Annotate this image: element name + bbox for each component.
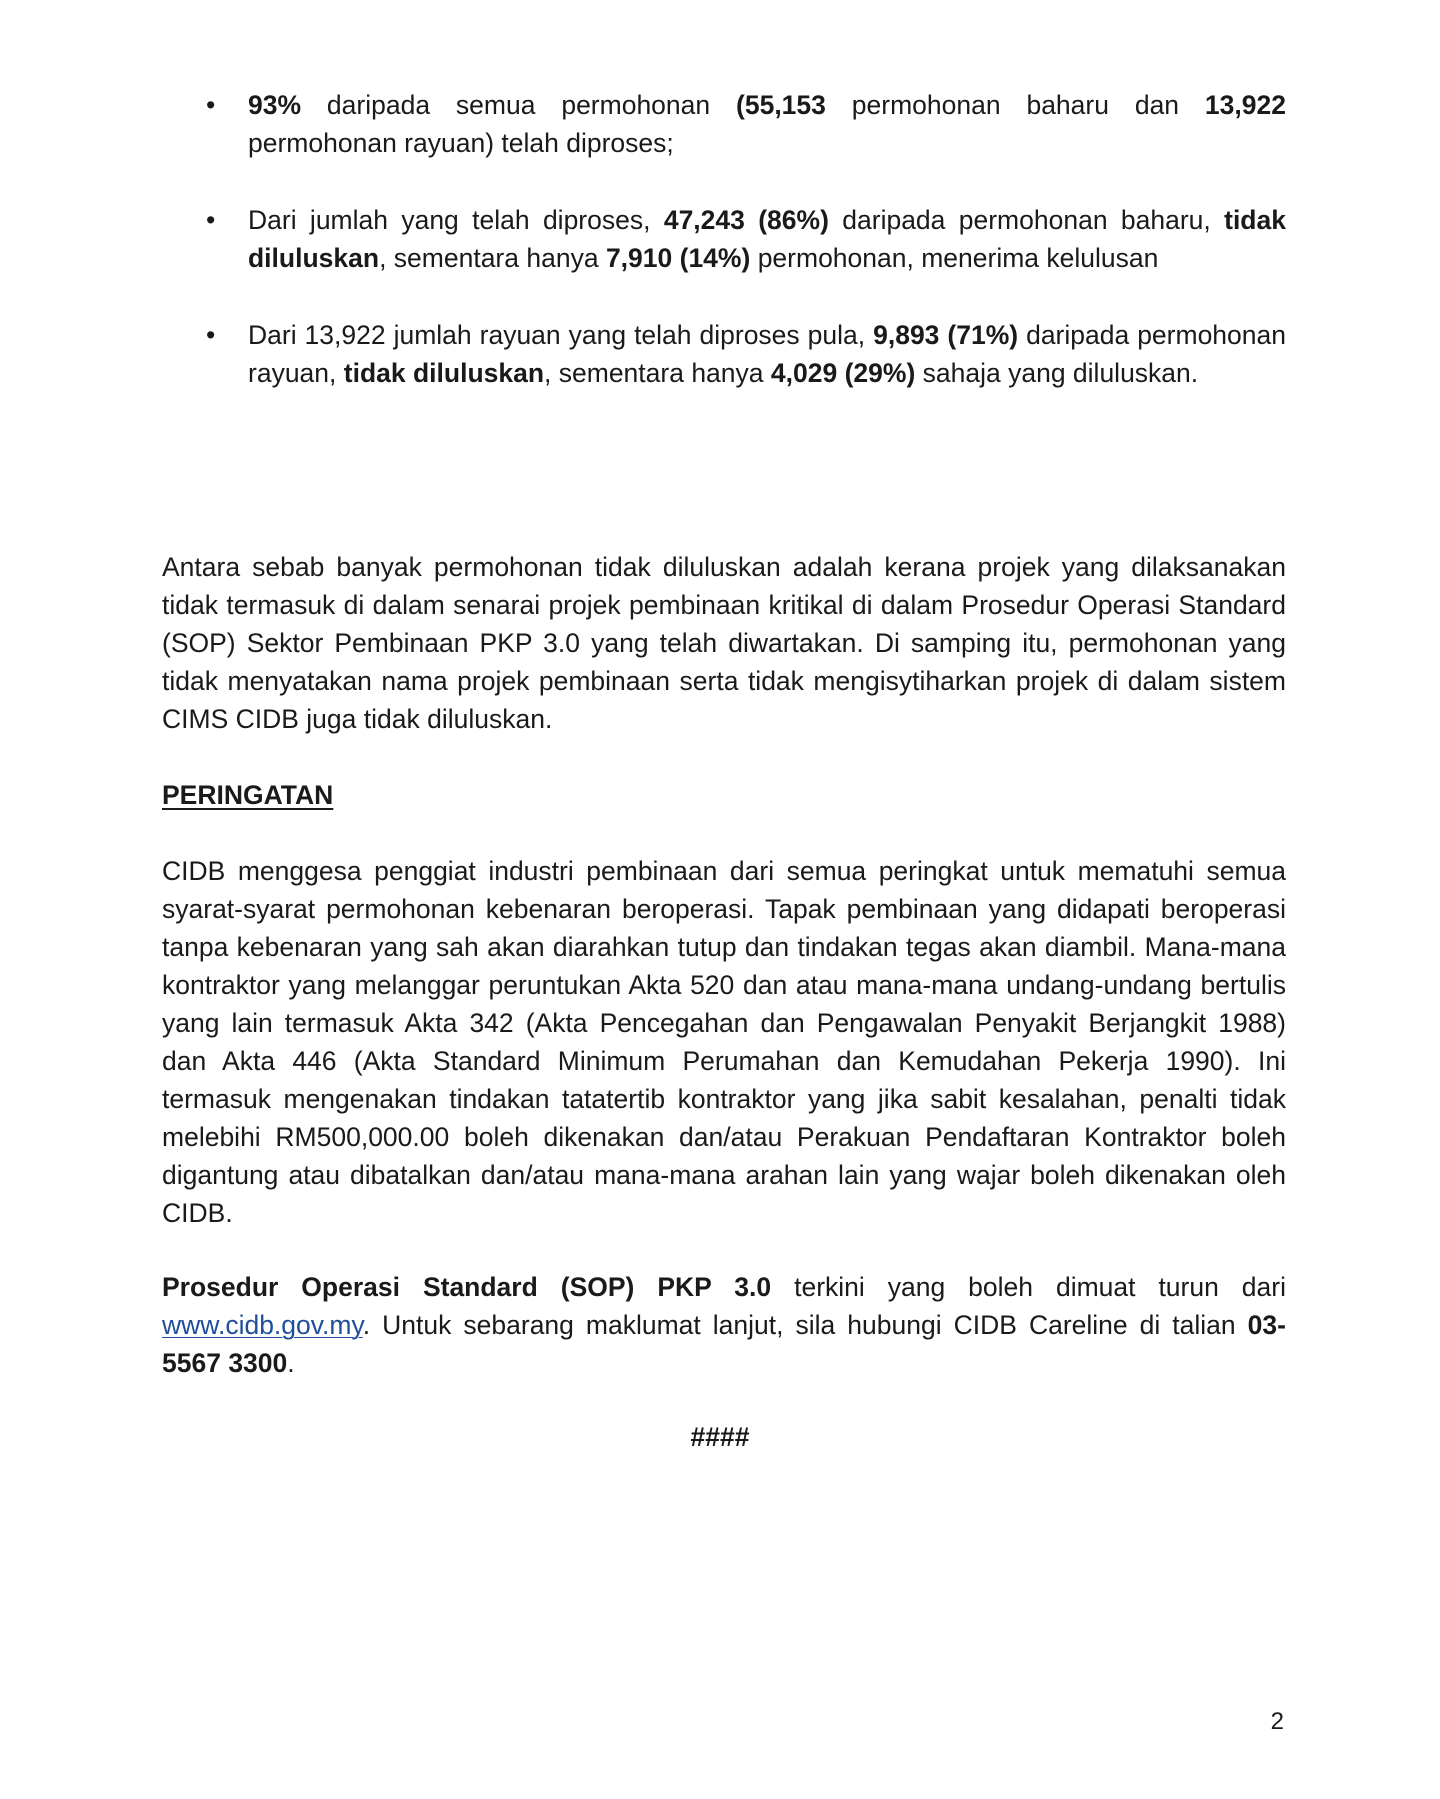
list-item: • Dari 13,922 jumlah rayuan yang telah diproses pula, 9,893 (71%) daripada permohonan rayuan, tidak diluluskan, sementara hanya 4,029 (29%) sahaja yang diluluskan.	[206, 316, 1286, 392]
careline-phone: 03-5567 3300	[162, 1310, 1286, 1378]
bullet-icon: •	[206, 320, 216, 350]
reasons-paragraph: Antara sebab banyak permohonan tidak diluluskan adalah kerana projek yang dilaksanakan tidak termasuk di dalam senarai projek pembinaan kritikal di dalam Prosedur Operasi Standard (SOP) Sektor Pembinaan PKP 3.0 yang telah diwartakan. Di samping itu, permohonan yang tidak menyatakan nama projek pembinaan serta tidak mengisytiharkan projek di dalam sistem CIMS CIDB juga tidak diluluskan.	[162, 552, 1286, 734]
section-heading: PERINGATAN	[162, 780, 334, 810]
cidb-website-link[interactable]: www.cidb.gov.my	[162, 1310, 363, 1340]
bullet-icon: •	[206, 90, 216, 120]
page-number: 2	[1270, 1708, 1284, 1735]
warning-paragraph: CIDB menggesa penggiat industri pembinaan dari semua peringkat untuk mematuhi semua syarat-syarat permohonan kebenaran beroperasi. Tapak pembinaan yang didapati beroperasi tanpa kebenaran yang sah akan diarahkan tutup dan tindakan tegas akan diambil. Mana-mana kontraktor yang melanggar peruntukan Akta 520 dan atau mana-mana undang-undang bertulis yang lain termasuk Akta 342 (Akta Pencegahan dan Pengawalan Penyakit Berjangkit 1988) dan Akta 446 (Akta Standard Minimum Perumahan dan Kemudahan Pekerja 1990). Ini termasuk mengenakan tindakan tatatertib kontraktor yang jika sabit kesalahan, penalti tidak melebihi RM500,000.00 boleh dikenakan dan/atau Perakuan Pendaftaran Kontraktor boleh digantung atau dibatalkan dan/atau mana-mana arahan lain yang wajar boleh dikenakan oleh CIDB.	[162, 856, 1286, 1228]
statistics-list	[206, 86, 1286, 431]
list-item: • Dari jumlah yang telah diproses, 47,243 (86%) daripada permohonan baharu, tidak diluluskan, sementara hanya 7,910 (14%) permohonan, menerima kelulusan	[206, 201, 1286, 277]
list-item: • 93% daripada semua permohonan (55,153 permohonan baharu dan 13,922 permohonan rayuan) telah diproses;	[206, 86, 1286, 162]
contact-paragraph: Prosedur Operasi Standard (SOP) PKP 3.0 terkini yang boleh dimuat turun dari www.cidb.gov.my. Untuk sebarang maklumat lanjut, sila hubungi CIDB Careline di talian 03-5567 3300.	[162, 1272, 1286, 1378]
end-mark: ####	[690, 1422, 750, 1452]
bullet-icon: •	[206, 205, 216, 235]
